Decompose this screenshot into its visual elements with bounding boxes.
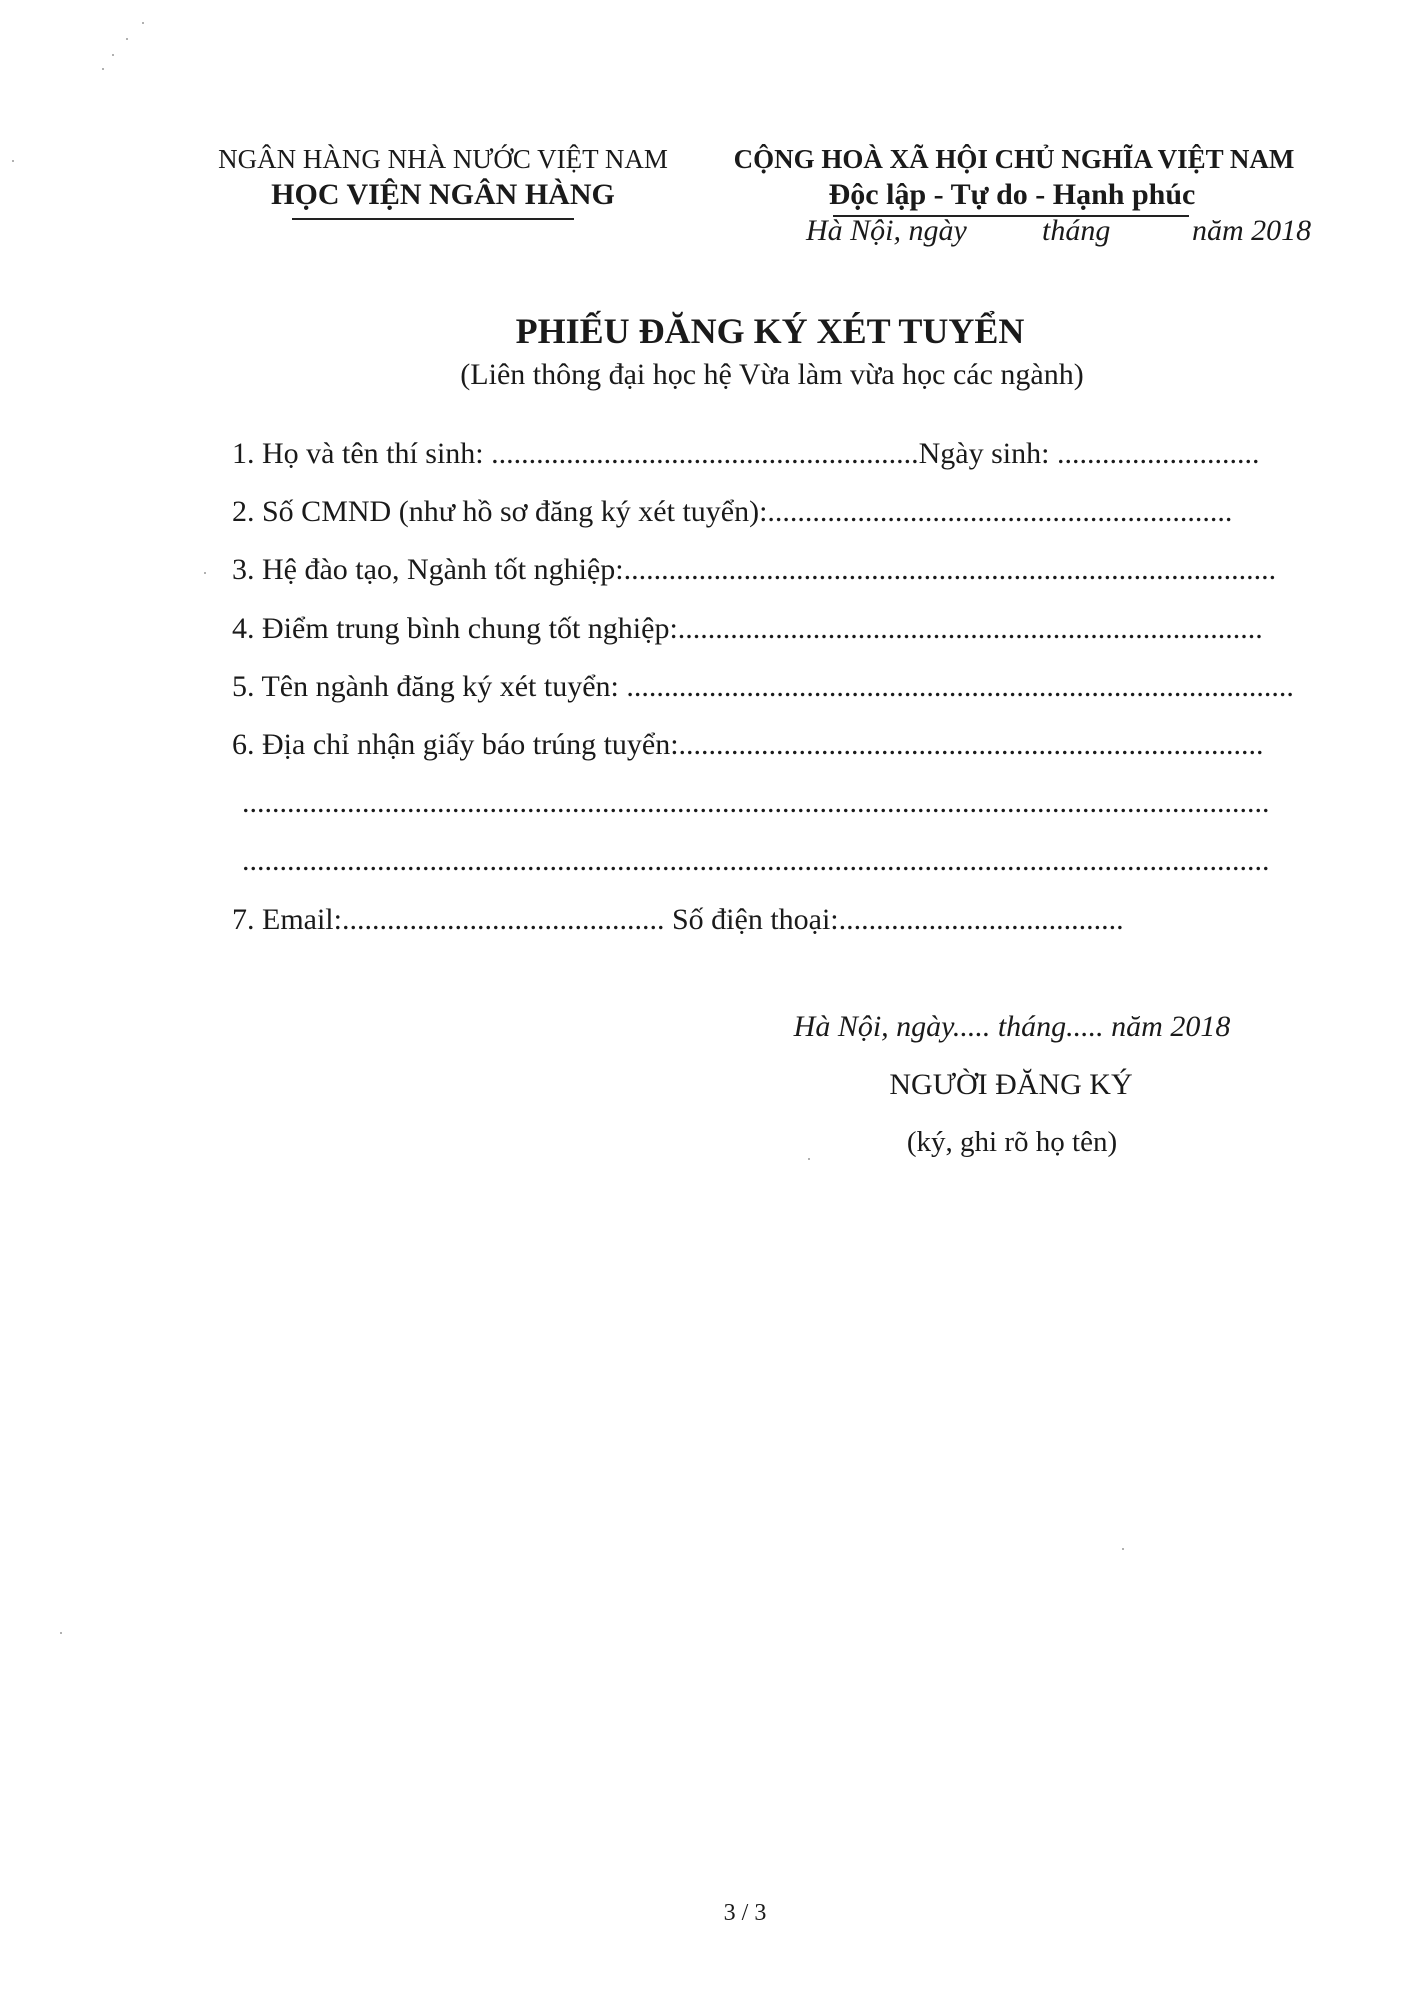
- institution-name: HỌC VIỆN NGÂN HÀNG: [271, 178, 615, 211]
- field-full-name-dob[interactable]: 1. Họ và tên thí sinh: .........................................................Ngày sinh: ...........................: [232, 437, 1260, 470]
- field-address[interactable]: 6. Địa chỉ nhận giấy báo trúng tuyển:..............................................................................: [232, 728, 1264, 761]
- form-title: PHIẾU ĐĂNG KÝ XÉT TUYỂN: [515, 311, 1025, 351]
- field-gpa[interactable]: 4. Điểm trung bình chung tốt nghiệp:..............................................................................: [232, 612, 1263, 645]
- field-id-number[interactable]: 2. Số CMND (như hồ sơ đăng ký xét tuyển):..............................................................: [232, 495, 1233, 528]
- field-address-continued[interactable]: .........................................................................................................................................: [242, 786, 1270, 819]
- signature-date: Hà Nội, ngày..... tháng..... năm 2018: [793, 1010, 1231, 1043]
- header-date-place: Hà Nội, ngày: [806, 214, 967, 247]
- institution-underline: [292, 218, 574, 220]
- country-name: CỘNG HOÀ XÃ HỘI CHỦ NGHĨA VIỆT NAM: [733, 144, 1295, 174]
- signer-role: NGƯỜI ĐĂNG KÝ: [889, 1068, 1133, 1101]
- header-date-year: năm 2018: [1192, 214, 1312, 247]
- page-number: 3 / 3: [723, 1900, 767, 1926]
- national-motto: Độc lập - Tự do - Hạnh phúc: [828, 178, 1196, 211]
- field-training-major[interactable]: 3. Hệ đào tạo, Ngành tốt nghiệp:.......................................................................................: [232, 553, 1277, 586]
- form-subtitle: (Liên thông đại học hệ Vừa làm vừa học các ngành): [460, 358, 1084, 391]
- issuing-agency: NGÂN HÀNG NHÀ NƯỚC VIỆT NAM: [218, 144, 668, 174]
- signature-note: (ký, ghi rõ họ tên): [906, 1126, 1118, 1158]
- header-date-month: tháng: [1042, 214, 1111, 247]
- field-email-phone[interactable]: 7. Email:........................................... Số điện thoại:......................................: [232, 903, 1124, 936]
- field-registered-major[interactable]: 5. Tên ngành đăng ký xét tuyển: .........................................................................................: [232, 670, 1294, 703]
- field-address-continued[interactable]: .........................................................................................................................................: [242, 844, 1270, 877]
